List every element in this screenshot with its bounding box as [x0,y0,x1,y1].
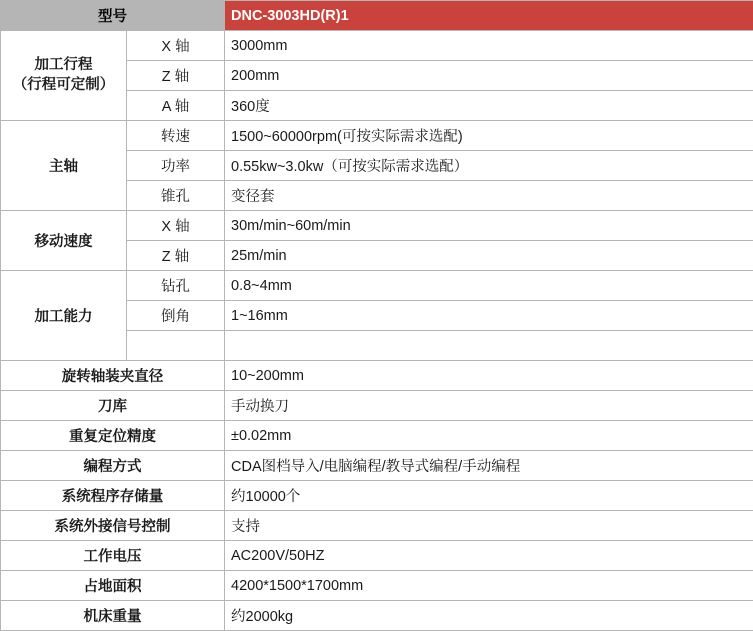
group-label-capability: 加工能力 [1,271,127,361]
value-cell: 1500~60000rpm(可按实际需求选配) [225,121,753,151]
row-label: 工作电压 [1,541,225,571]
table-row [1,271,753,301]
group-label-travel-line2: （行程可定制） [7,76,120,96]
row-label: 旋转轴装夹直径 [1,361,225,391]
value-cell: 1~16mm [225,301,753,331]
sub-label: 锥孔 [127,181,225,211]
header-model-value: DNC-3003HD(R)1 [225,1,753,31]
table-row [1,451,753,481]
value-cell: AC200V/50HZ [225,541,753,571]
value-cell: CDA图档导入/电脑编程/教导式编程/手动编程 [225,451,753,481]
value-cell: 30m/min~60m/min [225,211,753,241]
value-cell: 手动换刀 [225,391,753,421]
row-label: 机床重量 [1,601,225,631]
value-cell: 0.8~4mm [225,271,753,301]
table-row [1,481,753,511]
table-row [1,511,753,541]
table-row-header [1,1,753,31]
sub-label: Z 轴 [127,241,225,271]
sub-label: 功率 [127,151,225,181]
table-row [1,361,753,391]
value-cell: 支持 [225,511,753,541]
value-cell: ±0.02mm [225,421,753,451]
table-row [1,211,753,241]
value-cell: 4200*1500*1700mm [225,571,753,601]
table-row [1,31,753,61]
table-row [1,421,753,451]
row-label: 刀库 [1,391,225,421]
row-label: 系统外接信号控制 [1,511,225,541]
sub-label: X 轴 [127,211,225,241]
sub-label: X 轴 [127,31,225,61]
value-cell: 变径套 [225,181,753,211]
sub-label: 转速 [127,121,225,151]
group-label-travel [1,31,127,121]
sub-label: Z 轴 [127,61,225,91]
sub-label: 倒角 [127,301,225,331]
table-row [1,601,753,631]
row-label: 系统程序存储量 [1,481,225,511]
value-cell: 0.55kw~3.0kw（可按实际需求选配） [225,151,753,181]
value-cell: 25m/min [225,241,753,271]
sub-label: A 轴 [127,91,225,121]
row-label: 占地面积 [1,571,225,601]
group-label-feed-speed: 移动速度 [1,211,127,271]
table-row [1,121,753,151]
value-cell: 10~200mm [225,361,753,391]
table-row [1,571,753,601]
header-model-label: 型号 [1,1,225,31]
table-row [1,391,753,421]
group-label-travel-line1: 加工行程 [7,56,120,76]
value-cell-blank [225,331,753,361]
value-cell: 3000mm [225,31,753,61]
row-label: 编程方式 [1,451,225,481]
value-cell: 约2000kg [225,601,753,631]
value-cell: 360度 [225,91,753,121]
sub-label: 钻孔 [127,271,225,301]
group-label-spindle: 主轴 [1,121,127,211]
row-label: 重复定位精度 [1,421,225,451]
value-cell: 约10000个 [225,481,753,511]
table-row [1,541,753,571]
value-cell: 200mm [225,61,753,91]
sub-label-blank [127,331,225,361]
